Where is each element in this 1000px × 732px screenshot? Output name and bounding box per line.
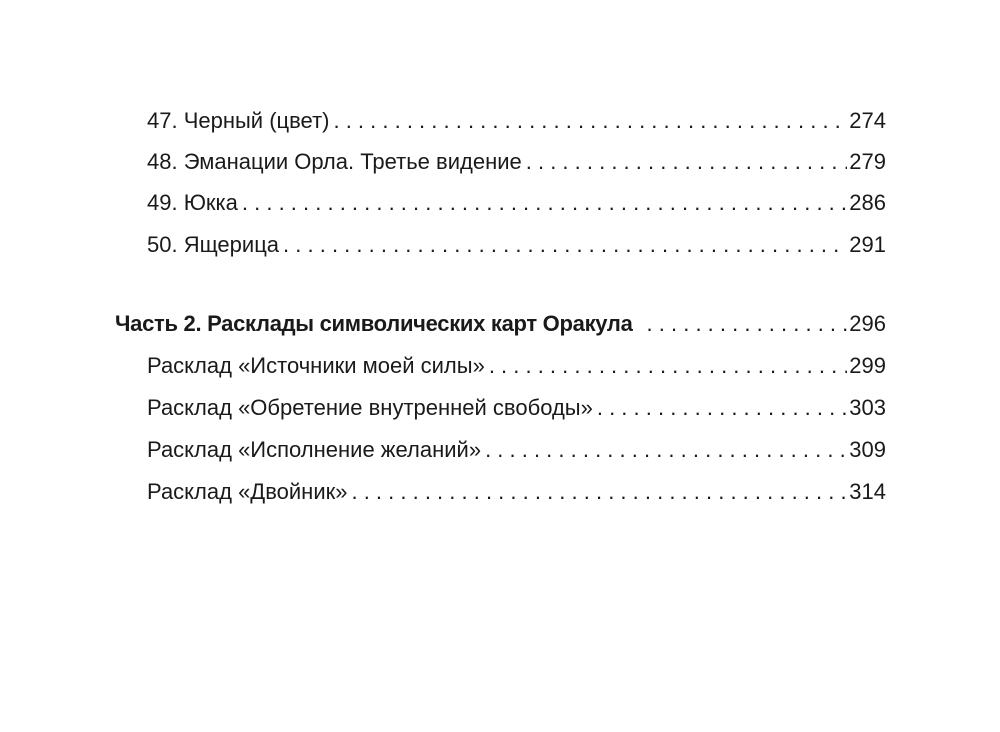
toc-entry-49[interactable] — [147, 188, 886, 218]
toc-entry-title: 47. Черный (цвет) — [147, 108, 330, 133]
dot-leader — [333, 106, 847, 136]
toc-entry-spread-double[interactable] — [147, 477, 886, 507]
toc-entry-title: Расклад «Исполнение желаний» — [147, 437, 482, 462]
toc-entry-page: 303 — [849, 395, 886, 420]
toc-entry-title: 50. Ящерица — [147, 232, 280, 257]
dot-leader — [283, 230, 847, 260]
dot-leader — [242, 188, 847, 218]
toc-entry-47[interactable] — [147, 106, 886, 136]
toc-entry-page: 299 — [849, 353, 886, 378]
toc-part-page: 296 — [849, 311, 886, 336]
dot-leader — [351, 477, 847, 507]
toc-entry-page: 274 — [849, 108, 886, 133]
dot-leader — [526, 147, 848, 177]
toc-entry-48[interactable] — [147, 147, 886, 177]
toc-entry-title: Расклад «Двойник» — [147, 479, 348, 504]
toc-entry-page: 314 — [849, 479, 886, 504]
toc-entry-page: 309 — [849, 437, 886, 462]
toc-entry-spread-sources[interactable] — [147, 351, 886, 381]
toc-part-title: Часть 2. Расклады символических карт Оракула — [115, 311, 633, 336]
toc-entry-spread-wishes[interactable] — [147, 435, 886, 465]
dot-leader — [485, 435, 847, 465]
toc-entry-title: Расклад «Источники моей силы» — [147, 353, 485, 378]
toc-entry-page: 291 — [849, 232, 886, 257]
toc-entry-50[interactable] — [147, 230, 886, 260]
toc-entry-page: 279 — [849, 149, 886, 174]
dot-leader — [647, 309, 848, 339]
toc-entry-title: Расклад «Обретение внутренней свободы» — [147, 395, 593, 420]
toc-entry-page: 286 — [849, 190, 886, 215]
dot-leader — [489, 351, 847, 381]
dot-leader — [597, 393, 847, 423]
toc-entry-title: 48. Эманации Орла. Третье видение — [147, 149, 522, 174]
toc-part-2[interactable] — [115, 309, 886, 339]
toc-entry-title: 49. Юкка — [147, 190, 238, 215]
toc-entry-spread-freedom[interactable] — [147, 393, 886, 423]
